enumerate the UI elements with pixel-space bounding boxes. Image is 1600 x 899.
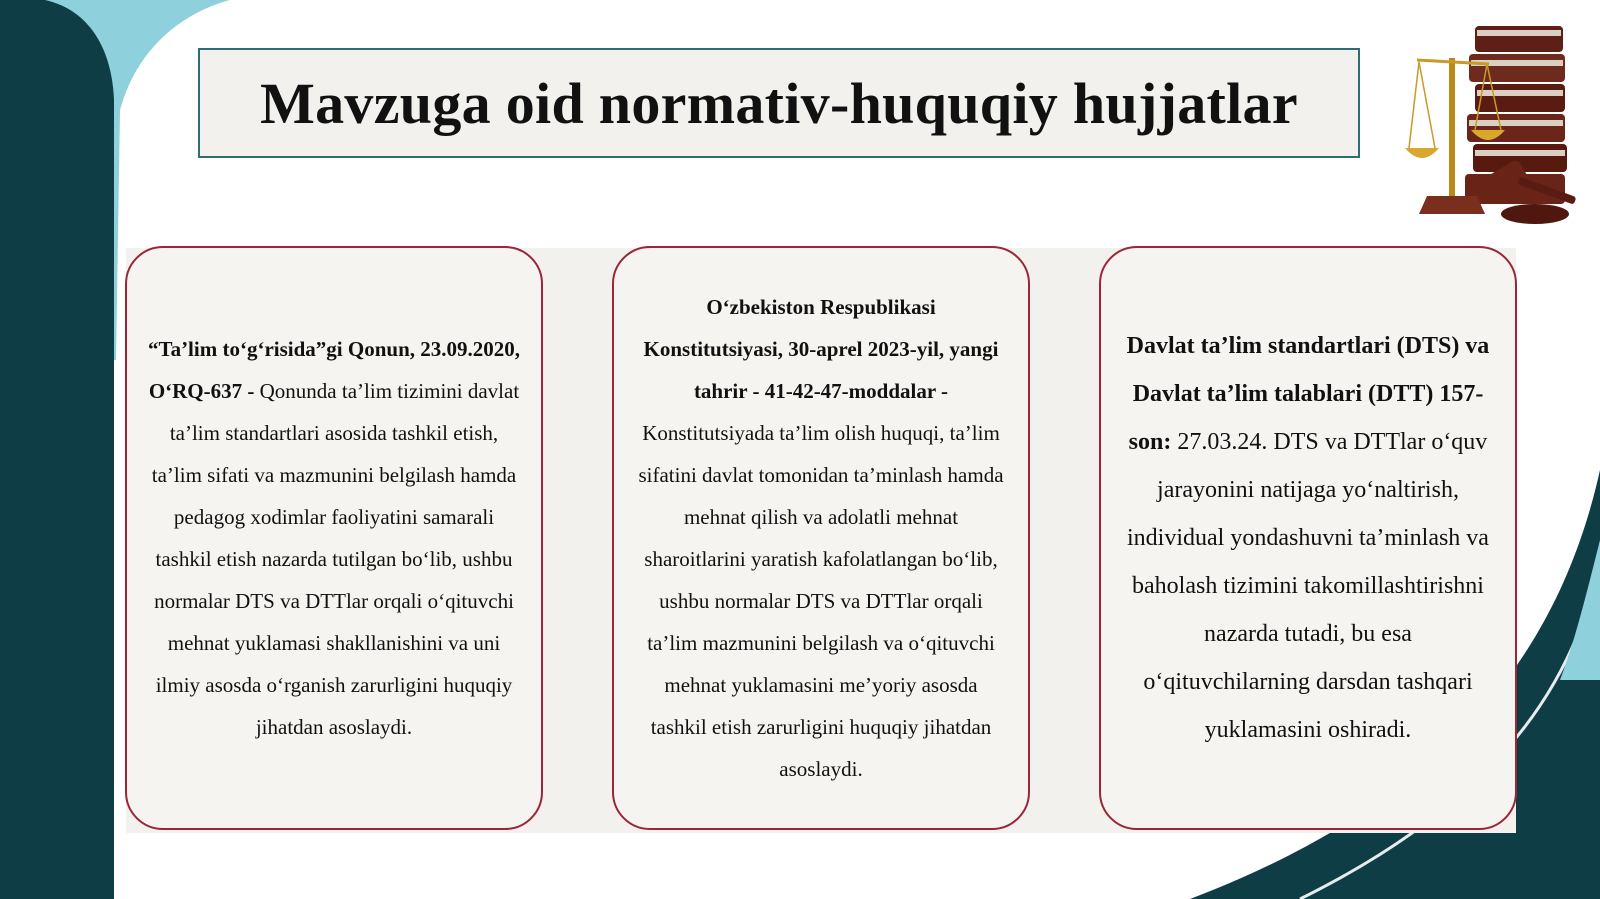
card-heading: “Ta’lim to‘g‘risida”gi Qonun, 23.09.2020, O‘RQ-637 - xyxy=(147,337,520,403)
card-body: 27.03.24. DTS va DTTlar o‘quv jarayonini natijaga yo‘naltirish, individual yondashuvni ta’minlash va baholash tizimini takomillashtirishni nazarda tutadi, bu esa o‘qituvchilarning darsdan tashqari yuklamasini oshiradi. xyxy=(1127,429,1489,743)
slide-title: Mavzuga oid normativ-huquqiy hujjatlar xyxy=(260,70,1298,136)
dark-teal-left-band xyxy=(0,0,114,899)
law-card-constitution xyxy=(612,246,1030,830)
law-clip-art xyxy=(1405,18,1580,228)
card-text xyxy=(1123,322,1493,754)
card-heading: Davlat ta’lim standartlari (DTS) va Davlat ta’lim talablari (DTT) 157-son: xyxy=(1126,333,1490,455)
card-body: Qonunda ta’lim tizimini davlat ta’lim standartlari asosida tashkil etish, ta’lim sifati va mazmunini belgilash hamda pedagog xodimlar faoliyatini samarali tashkil etish nazarda tutilgan bo‘lib, ushbu normalar DTS va DTTlar orqali o‘qituvchi mehnat yuklamasi shakllanishini va uni ilmiy asosda o‘rganish zarurligini huquqiy jihatdan asoslaydi. xyxy=(151,379,520,739)
law-card-education xyxy=(125,246,543,830)
title-box xyxy=(198,48,1360,158)
card-text xyxy=(638,286,1004,790)
card-heading: O‘zbekiston Respublikasi Konstitutsiyasi, 30-aprel 2023-yil, yangi tahrir - 41-42-47-moddalar - xyxy=(643,295,999,403)
card-body: Konstitutsiyada ta’lim olish huquqi, ta’lim sifatini davlat tomonidan ta’minlash hamda mehnat qilish va adolatli mehnat sharoitlarini yaratish kafolatlangan bo‘lib, ushbu normalar DTS va DTTlar orqali ta’lim mazmunini belgilash va o‘qituvchi mehnat yuklamasini me’yoriy asosda tashkil etish zarurligini huquqiy jihatdan asoslaydi. xyxy=(638,421,1004,781)
law-card-standards xyxy=(1099,246,1517,830)
card-text xyxy=(147,328,521,748)
